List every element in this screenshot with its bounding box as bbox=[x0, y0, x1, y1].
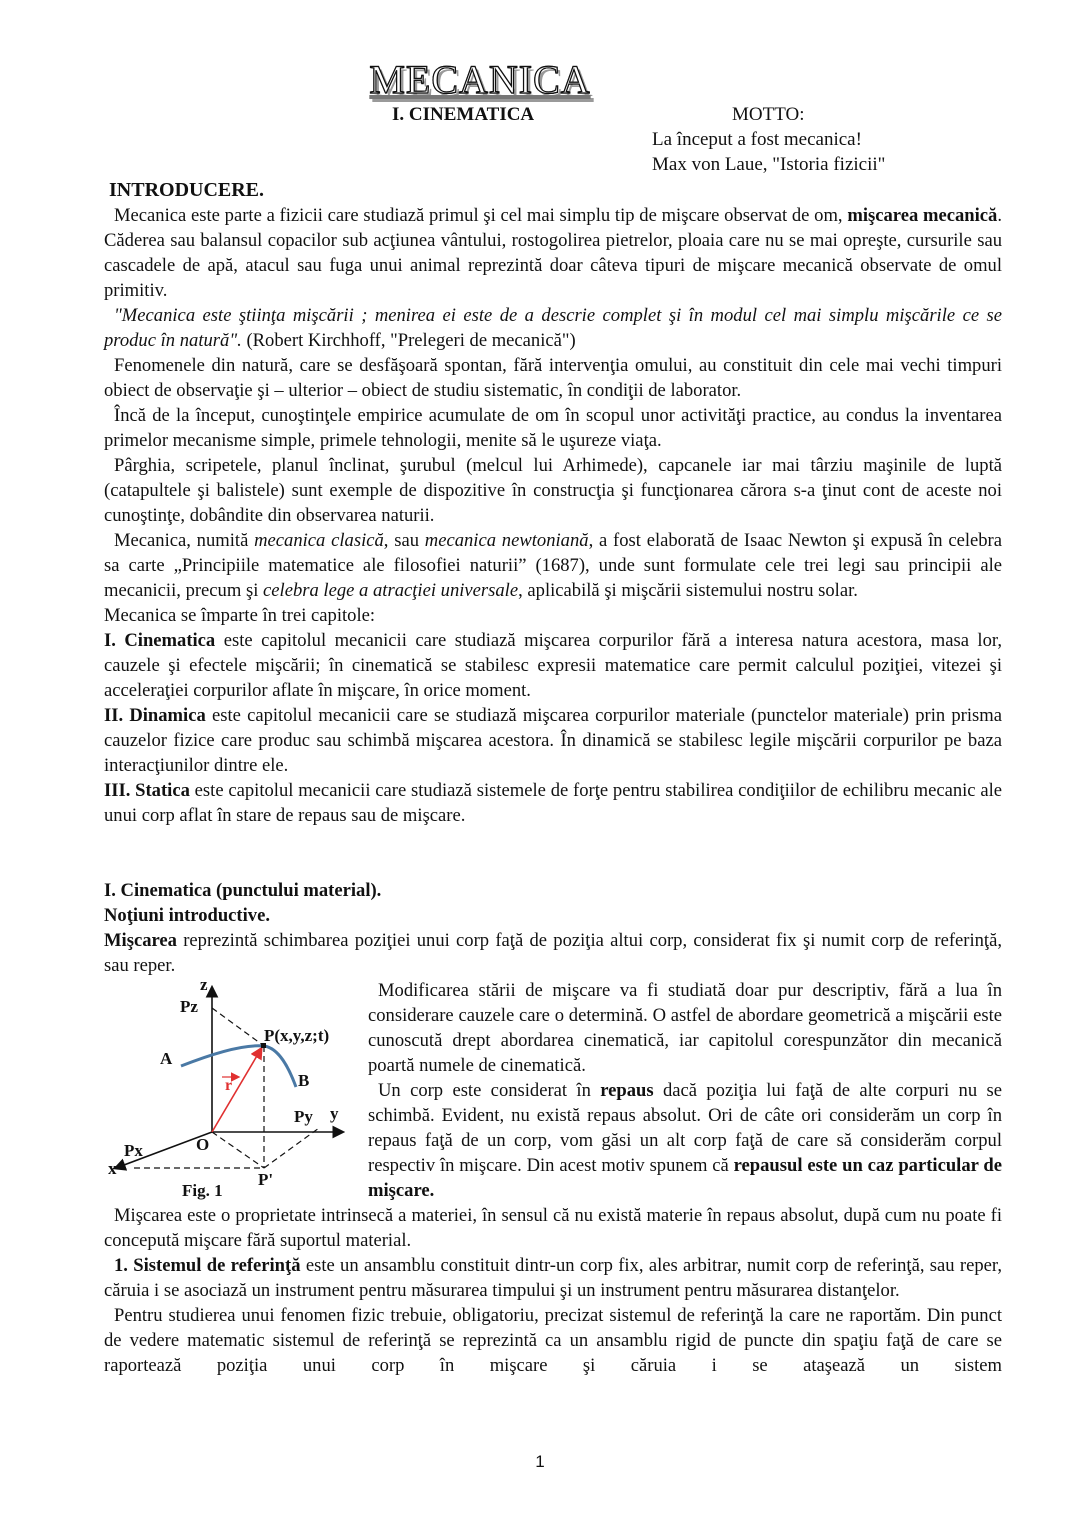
paragraph: Modificarea stării de mişcare va fi studiată doar pur descriptiv, fără a lua în considerare cauzele care o determină. O astfel de abordare geometrică a mişcării este cunoscută drept abordarea cinematică, iar capitolul corespunzător din mecanică poartă numele de cinematică. bbox=[368, 980, 1002, 1076]
text: , a fost elaborată de Isaac Newton şi expusă în celebra sa carte „Principiile matematice ale filosofiei naturii” (1687), unde sunt formulate cele trei legi sau principii ale mecanicii, precum şi bbox=[104, 530, 1002, 601]
label-b: B bbox=[298, 1071, 310, 1090]
motto-label: MOTTO: bbox=[732, 104, 805, 125]
label-p: P(x,y,z;t) bbox=[264, 1026, 330, 1045]
quote-paragraph bbox=[104, 303, 1002, 353]
figure-side-text bbox=[368, 978, 1002, 1203]
emphasis: mecanica newtoniană bbox=[424, 530, 589, 551]
chapter-dinamica bbox=[104, 703, 1002, 778]
emphasis: mecanica clasică bbox=[254, 530, 384, 551]
page-number: 1 bbox=[535, 1452, 545, 1471]
label-a: A bbox=[160, 1049, 173, 1068]
text: Mecanica este parte a fizicii care studiază primul şi cel mai simplu tip de mişcare observat de om, bbox=[114, 205, 843, 226]
term: repaus bbox=[600, 1080, 654, 1101]
emphasis: repausul este un caz particular de mişcare. bbox=[368, 1155, 1002, 1201]
quote-source: (Robert Kirchhoff, "Prelegeri de mecanică") bbox=[241, 330, 576, 351]
label-z: z bbox=[200, 978, 208, 994]
text: este capitolul mecanicii care se studiază mişcarea corpurilor materiale (punctelor materiale) prin prisma cauzelor fizice care produc sau schimbă mişcarea acestora. În dinamică se stabilesc legile mişcării corpurilor pe baza interacţiunilor dintre ele. bbox=[104, 705, 1002, 776]
text: reprezintă schimbarea poziţiei unui corp faţă de poziţia altui corp, considerat fix şi numit corp de referinţă, sau reper. bbox=[104, 930, 1002, 976]
paragraph: Pentru studierea unui fenomen fizic trebuie, obligatoriu, precizat sistemul de referinţă la care ne raportăm. Din punct de vedere matematic sistemul de referinţă se reprezintă ca un ansamblu rigid de puncte din spaţiu faţă de care se raportează poziţia unui corp în mişcare şi căruia i se ataşează un sistem bbox=[104, 1305, 1002, 1376]
term: I. Cinematica bbox=[104, 630, 216, 651]
label-py: Py bbox=[294, 1107, 313, 1126]
paragraph: Încă de la început, cunoştinţele empirice acumulate de om în scopul unor activităţi practice, au condus la inventarea primelor mecanisme simple, primele tehnologii, menite să le uşureze viaţa. bbox=[104, 405, 1002, 451]
text: Mecanica, numită bbox=[114, 530, 255, 551]
text: este capitolul mecanicii care studiază sistemele de forţe pentru stabilirea condiţiilor de echilibru mecanic ale unui corp aflat în stare de repaus sau de mişcare. bbox=[104, 780, 1002, 826]
chapter-cinematica bbox=[104, 628, 1002, 703]
quote: "Mecanica este ştiinţa mişcării ; menirea ei este de a descrie complet şi în modul cel mai simplu mişcările ce se produc în natură". bbox=[104, 305, 1002, 351]
intro-heading: INTRODUCERE. bbox=[109, 179, 265, 201]
term: Mişcarea bbox=[104, 930, 177, 951]
position-vector bbox=[212, 1049, 261, 1132]
term: 1. Sistemul de referinţă bbox=[114, 1255, 301, 1276]
intro-body bbox=[104, 203, 1002, 828]
emphasis: celebra lege a atracţiei universale bbox=[263, 580, 519, 601]
paragraph bbox=[368, 1078, 1002, 1203]
label-pz: Pz bbox=[180, 997, 198, 1016]
paragraph bbox=[104, 928, 1002, 978]
section-body-continued bbox=[104, 1203, 1002, 1378]
paragraph bbox=[104, 528, 1002, 603]
text: . Căderea sau balansul copacilor sub acţiunea vântului, rostogolirea pietrelor, ploaia care nu se mai opreşte, cursurile sau cascadele de apă, atacul sau fuga unui animal reprezintă doar câteva tipuri de mişcare mecanică observate de omul primitiv. bbox=[104, 205, 1003, 301]
label-x: x bbox=[108, 1159, 117, 1178]
document-title: MECANICA bbox=[369, 57, 591, 102]
paragraph: Mişcarea este o proprietate intrinsecă a materiei, în sensul că nu există materie în repaus absolut, după cum nu poate fi concepută mişcare fără suportul material. bbox=[104, 1205, 1002, 1251]
text: este un ansamblu constituit dintr-un corp fix, ales arbitrar, numit corp de referinţă, sau reper, căruia i se asociază un instrument pentru măsurarea timpului şi un instrument pentru măsurarea distanţelor. bbox=[104, 1255, 1002, 1301]
label-px: Px bbox=[124, 1141, 143, 1160]
coordinate-system-figure bbox=[104, 978, 359, 1203]
label-o: O bbox=[196, 1135, 210, 1154]
label-r: r bbox=[225, 1077, 233, 1094]
paragraph bbox=[104, 203, 1002, 303]
figure-caption: Fig. 1 bbox=[182, 1181, 223, 1200]
text: dacă poziţia lui faţă de alte corpuri nu se schimbă. Evident, nu există repaus absolut. Ori de câte ori considerăm un corp în repaus faţă de un corp, vom găsi un alt corp faţă de care să considerăm corpul respectiv în mişcare. Din acest motiv spunem că bbox=[368, 1080, 1002, 1176]
paragraph: Pârghia, scripetele, planul înclinat, şurubul (melcul lui Arhimede), capcanele iar mai târziu maşinile de luptă (catapultele şi balistele) sunt exemple de dispozitive în construcţia şi funcţionarea cărora s-a ţinut cont de aceste noi cunoştinţe, dobândite din observarea naturii. bbox=[104, 455, 1002, 526]
label-y: y bbox=[330, 1104, 339, 1123]
text: Un corp este considerat în bbox=[378, 1080, 601, 1101]
label-p-prime: P' bbox=[258, 1170, 274, 1189]
paragraph: Fenomenele din natură, care se desfăşoară spontan, fără intervenţia omului, au constituit din cele mai vechi timpuri obiect de observaţie şi – ulterior – obiect de studiu sistematic, în condiţii de laborator. bbox=[104, 355, 1002, 401]
chapter-title: I. CINEMATICA bbox=[392, 104, 535, 125]
chapter-statica bbox=[104, 778, 1002, 828]
term: II. Dinamica bbox=[104, 705, 206, 726]
trajectory-curve bbox=[181, 1046, 296, 1087]
text: este capitolul mecanicii care studiază mişcarea corpurilor fără a interesa natura acestora, masa lor, cauzele şi efectele mişcării; în cinematică se stabilesc expresii matematice care permit calculul poziţiei, vitezei şi acceleraţiei corpurilor aflate în mişcare, în orice moment. bbox=[104, 630, 1002, 701]
text: , aplicabilă şi mişcării sistemului nostru solar. bbox=[518, 580, 858, 601]
section-subheading: Noţiuni introductive. bbox=[104, 905, 270, 926]
paragraph bbox=[104, 1253, 1002, 1303]
motto-quote: La început a fost mecanica! bbox=[652, 129, 862, 150]
section-heading: I. Cinematica (punctului material). bbox=[104, 880, 382, 901]
text: , sau bbox=[383, 530, 425, 551]
motto-author: Max von Laue, "Istoria fizicii" bbox=[652, 154, 886, 175]
term: III. Statica bbox=[104, 780, 190, 801]
paragraph: Mecanica se împarte în trei capitole: bbox=[104, 605, 376, 626]
emphasis: mişcarea mecanică bbox=[847, 205, 998, 226]
section-body bbox=[104, 878, 1002, 978]
